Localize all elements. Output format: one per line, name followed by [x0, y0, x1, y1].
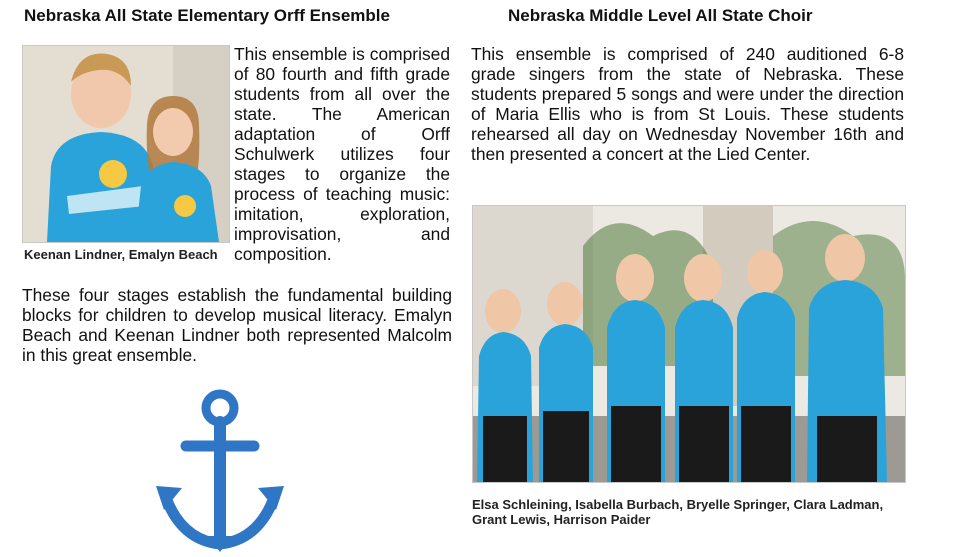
orff-description-paragraph: This ensemble is comprised of 80 fourth and fifth grade students from all over the state. The American adaptation of Orff Schulwerk utilizes four stages to organize the process of teaching music: imitation, exploration, improvisation, and composition. — [234, 44, 450, 264]
orff-students-illustration — [23, 46, 229, 242]
anchor-icon — [152, 388, 288, 552]
orff-photo-caption: Keenan Lindner, Emalyn Beach — [24, 247, 218, 262]
choir-description-paragraph: This ensemble is comprised of 240 auditioned 6-8 grade singers from the state of Nebraska. These students prepared 5 songs and were under the direction of Maria Ellis who is from St Louis. These students rehearsed all day on Wednesday November 16th and then presented a concert at the Lied Center. — [471, 44, 904, 164]
orff-students-photo — [22, 45, 230, 243]
choir-students-photo — [472, 205, 906, 483]
orff-stages-paragraph: These four stages establish the fundamental building blocks for children to develop musical literacy. Emalyn Beach and Keenan Lindner both represented Malcolm in this great ensemble. — [22, 285, 452, 365]
orff-ensemble-heading: Nebraska All State Elementary Orff Ensemble — [24, 6, 390, 25]
choir-heading: Nebraska Middle Level All State Choir — [508, 6, 813, 25]
choir-students-illustration — [473, 206, 905, 482]
choir-photo-caption: Elsa Schleining, Isabella Burbach, Bryelle Springer, Clara Ladman, Grant Lewis, Harrison Paider — [472, 497, 884, 527]
